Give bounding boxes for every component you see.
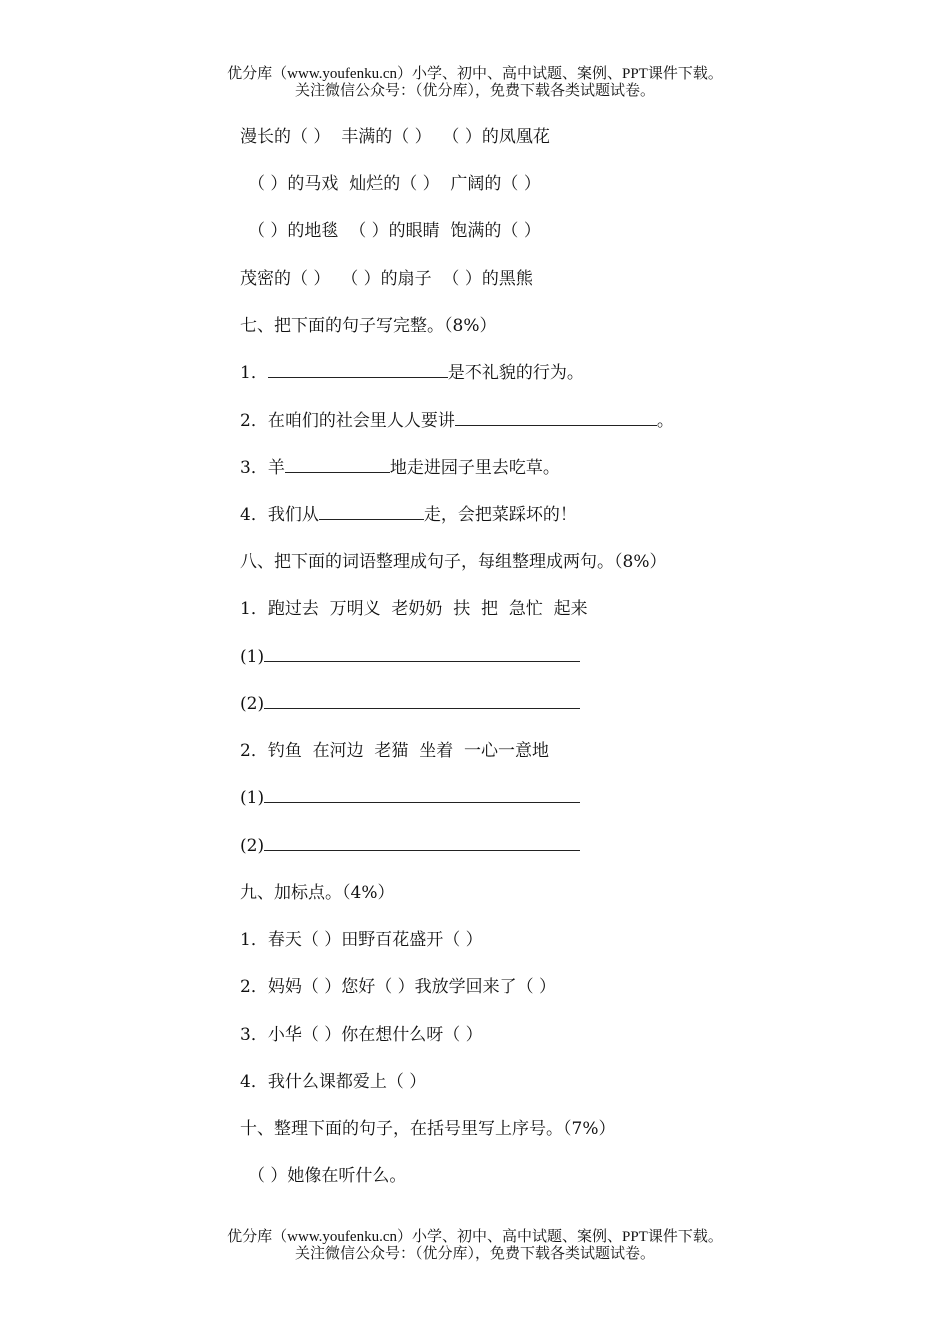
- section-8-group-1-answer-2: [240, 693, 580, 715]
- section-10-title: 十、整理下面的句子，在括号里写上序号。（7%）: [240, 1119, 616, 1139]
- answer-blank[interactable]: [319, 504, 424, 520]
- answer-blank[interactable]: [264, 646, 580, 662]
- answer-blank[interactable]: [264, 693, 580, 709]
- q-text: 4．我们从: [240, 505, 319, 525]
- word-row-3: （ ）的地毯 （ ）的眼睛 饱满的（ ）: [248, 221, 541, 241]
- section-9-question-4: 4．我什么课都爱上（ ）: [240, 1072, 427, 1092]
- section-10-sentence-1: （ ）她像在听什么。: [248, 1166, 407, 1186]
- answer-blank[interactable]: [268, 362, 448, 378]
- section-9-question-2: 2．妈妈（ ）您好（ ）我放学回来了（ ）: [240, 977, 557, 997]
- word-row-4: 茂密的（ ） （ ）的扇子 （ ）的黑熊: [240, 269, 533, 289]
- footer-line-1: 优分库（www.youfenku.cn）小学、初中、高中试题、案例、PPT课件下载。: [227, 1229, 723, 1245]
- section-8-group-1: 1．跑过去 万明义 老奶奶 扶 把 急忙 起来: [240, 599, 588, 619]
- answer-blank[interactable]: [285, 457, 390, 473]
- page-header: [0, 66, 950, 100]
- q-text: 。: [656, 411, 674, 431]
- answer-blank[interactable]: [264, 787, 580, 803]
- section-9-title: 九、加标点。（4%）: [240, 883, 395, 903]
- section-7-question-4: [240, 504, 577, 526]
- q-text: 3．羊: [240, 458, 285, 478]
- q-number: 1．: [240, 363, 268, 383]
- section-8-group-2-answer-1: [240, 787, 580, 809]
- answer-label: (2): [240, 836, 265, 856]
- answer-label: (2): [240, 694, 265, 714]
- section-8-group-2: 2．钓鱼 在河边 老猫 坐着 一心一意地: [240, 741, 550, 761]
- word-row-2: （ ）的马戏 灿烂的（ ） 广阔的（ ）: [248, 174, 541, 194]
- section-7-question-2: [240, 410, 674, 432]
- q-text: 是不礼貌的行为。: [447, 363, 584, 383]
- section-7-question-1: [240, 362, 584, 384]
- footer-line-2: 关注微信公众号：（优分库），免费下载各类试题试卷。: [294, 1246, 655, 1262]
- section-9-question-3: 3．小华（ ）你在想什么呀（ ）: [240, 1025, 483, 1045]
- q-text: 2．在咱们的社会里人人要讲: [240, 411, 455, 431]
- header-line-1: 优分库（www.youfenku.cn）小学、初中、高中试题、案例、PPT课件下载。: [227, 66, 723, 82]
- section-8-title: 八、把下面的词语整理成句子，每组整理成两句。（8%）: [240, 552, 667, 572]
- header-line-2: 关注微信公众号：（优分库），免费下载各类试题试卷。: [294, 83, 655, 99]
- section-8-group-2-answer-2: [240, 835, 580, 857]
- word-row-1: 漫长的（ ） 丰满的（ ） （ ）的凤凰花: [240, 127, 550, 147]
- answer-label: (1): [240, 788, 265, 808]
- q-text: 走，会把菜踩坏的！: [423, 505, 577, 525]
- section-7-question-3: [240, 457, 560, 479]
- answer-label: (1): [240, 647, 265, 667]
- q-text: 地走进园子里去吃草。: [389, 458, 560, 478]
- section-9-question-1: 1．春天（ ）田野百花盛开（ ）: [240, 930, 483, 950]
- section-8-group-1-answer-1: [240, 646, 580, 668]
- answer-blank[interactable]: [455, 410, 657, 426]
- answer-blank[interactable]: [264, 835, 580, 851]
- section-7-title: 七、把下面的句子写完整。（8%）: [240, 316, 497, 336]
- page-footer: [0, 1229, 950, 1263]
